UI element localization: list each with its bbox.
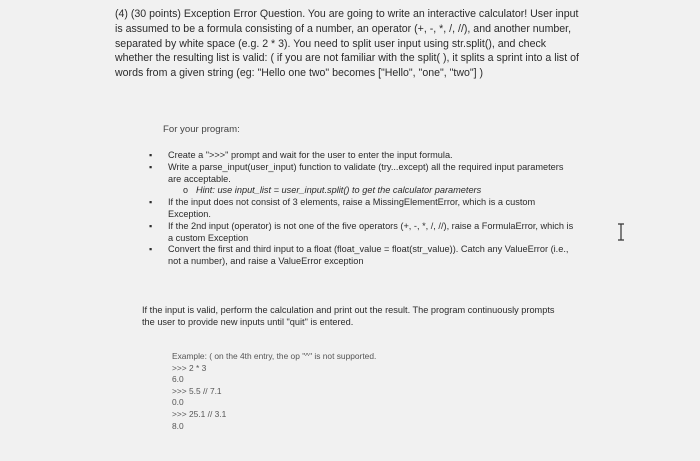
example-line: Example: ( on the 4th entry, the op "^" is not supported. [172,351,377,361]
list-item: ▪ If the input does not consist of 3 elements, raise a MissingElementError, which is a custom Exception. [146,197,576,221]
hint-item: o Hint: use input_list = user_input.split() to get the calculator parameters [146,185,576,197]
example-line: 6.0 [172,374,184,385]
closing-paragraph: If the input is valid, perform the calculation and print out the result. The program continuously prompts the user to provide new inputs until "quit" is entered. [142,305,555,327]
list-item: ▪ Convert the first and third input to a float (float_value = float(str_value)). Catch any ValueError (i.e., not a number), and raise a ValueError exception [146,244,576,268]
example-line: >>> 25.1 // 3.1 [172,408,227,419]
question-intro: (4) (30 points) Exception Error Question. You are going to write an interactive calculator! User input is assumed to be a formula consisting of a number, an operator (+, -, *, /, //), and another number, separated by white space (e.g. 2 * 3). You need to split user input using str.split(), and check whether the resulting list is valid: ( if you are not familiar with the split( ), it splits a sprint into a list of words from a given string (eg: "Hello one two" becomes ["Hello", "one", "two"] ) [115,8,579,80]
example-block [172,351,376,432]
list-item: ▪ Write a parse_input(user_input) function to validate (try...except) all the required input parameters are acceptable. [146,162,576,186]
text-cursor-icon [616,223,626,241]
requirements-list [146,150,576,268]
example-line: >>> 5.5 // 7.1 [172,385,222,396]
list-item: ▪ If the 2nd input (operator) is not one of the five operators (+, -, *, /, //), raise a FormulaError, which is a custom Exception [146,221,576,245]
example-line: >>> 2 * 3 [172,362,207,373]
program-label: For your program: [163,124,240,135]
list-item: ▪ Create a ">>>" prompt and wait for the user to enter the input formula. [146,150,576,162]
example-line: 0.0 [172,397,184,408]
example-line: 8.0 [172,420,184,431]
